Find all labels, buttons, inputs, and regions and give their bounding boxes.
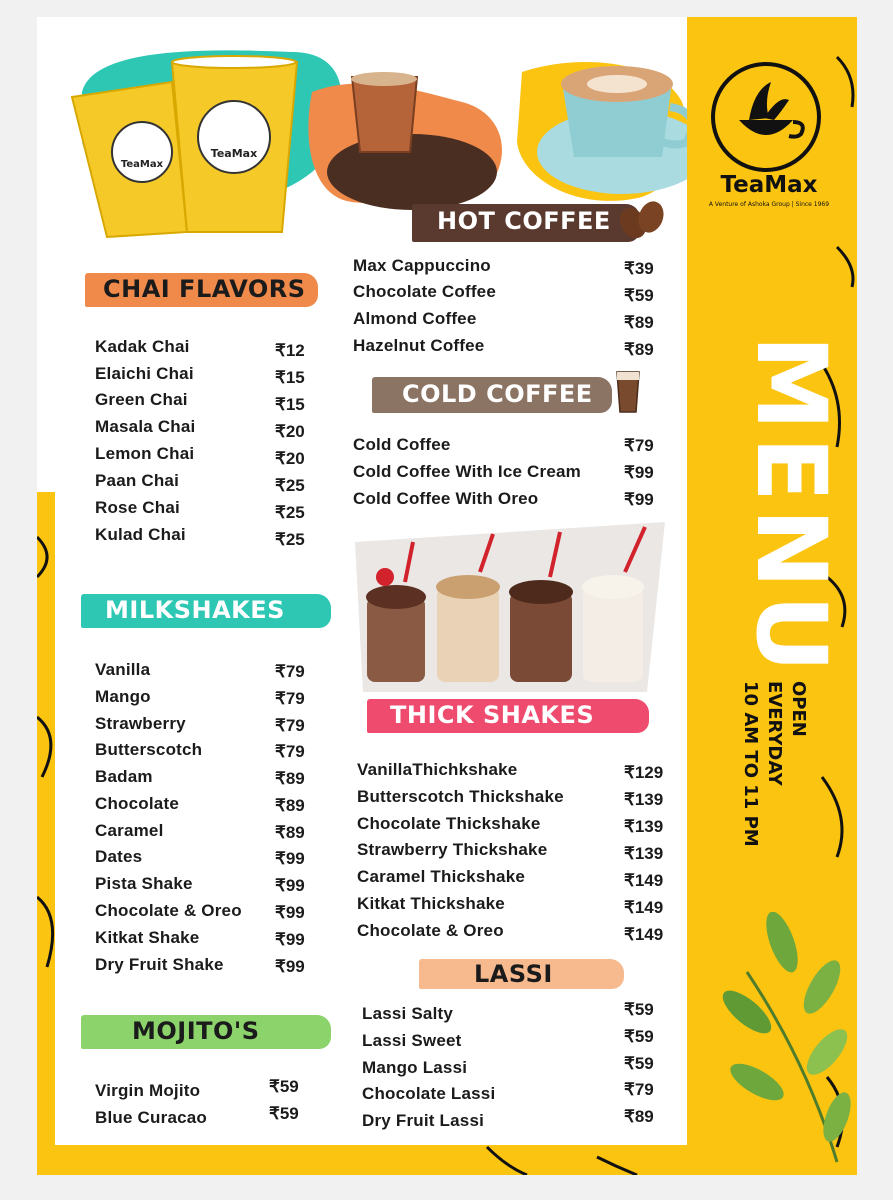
milkshake-item-name: Chocolate — [95, 794, 179, 813]
menu-poster — [37, 17, 857, 1175]
mojito-item-name: Blue Curacao — [95, 1108, 207, 1127]
mojito-item-name: Virgin Mojito — [95, 1081, 201, 1100]
hours-line-1: OPEN — [788, 681, 809, 737]
thick-shake-item-name: VanillaThichkshake — [357, 760, 518, 779]
thick-shake-item-price: ₹149 — [624, 898, 664, 917]
cold-coffee-title: COLD COFFEE — [402, 380, 593, 408]
hot-coffee-item-name: Hazelnut Coffee — [353, 336, 485, 355]
lassi-item-name: Mango Lassi — [362, 1058, 468, 1077]
chai-item-price: ₹25 — [275, 503, 305, 522]
chai-item-name: Lemon Chai — [95, 444, 195, 463]
thick-shake-item-price: ₹149 — [624, 871, 664, 890]
chai-item-name: Paan Chai — [95, 471, 179, 490]
milkshake-item-price: ₹99 — [275, 930, 305, 949]
hot-coffee-item-price: ₹59 — [624, 286, 654, 305]
milkshake-item-name: Kitkat Shake — [95, 928, 200, 947]
chai-item-price: ₹25 — [275, 530, 305, 549]
menu-title-text: MENU — [735, 335, 847, 679]
cold-coffee-item-price: ₹79 — [624, 436, 654, 455]
milkshake-item-price: ₹99 — [275, 876, 305, 895]
chai-item-name: Masala Chai — [95, 417, 196, 436]
mojito-item-price: ₹59 — [269, 1104, 299, 1123]
milkshake-item-name: Butterscotch — [95, 740, 203, 759]
menu-title — [712, 335, 852, 705]
hours-line-2: EVERYDAY — [764, 681, 785, 786]
lassi-item-name: Chocolate Lassi — [362, 1084, 496, 1103]
brand-name: TeaMax — [720, 172, 818, 198]
lassi-item-price: ₹59 — [624, 1027, 654, 1046]
milkshake-item-price: ₹79 — [275, 716, 305, 735]
milkshake-item-name: Chocolate & Oreo — [95, 901, 242, 920]
milkshake-item-name: Vanilla — [95, 660, 151, 679]
chai-item-name: Kulad Chai — [95, 525, 186, 544]
milkshake-item-name: Mango — [95, 687, 151, 706]
chai-item-name: Elaichi Chai — [95, 364, 194, 383]
hot-coffee-title: HOT COFFEE — [437, 207, 611, 235]
lassi-item-price: ₹89 — [624, 1107, 654, 1126]
hours-line-3: 10 AM TO 11 PM — [740, 681, 761, 847]
cold-coffee-item-name: Cold Coffee With Oreo — [353, 489, 539, 508]
milkshake-item-price: ₹79 — [275, 662, 305, 681]
cold-coffee-item-price: ₹99 — [624, 490, 654, 509]
lassi-item-price: ₹79 — [624, 1080, 654, 1099]
lassi-item-name: Lassi Sweet — [362, 1031, 462, 1050]
milkshake-item-name: Pista Shake — [95, 874, 193, 893]
hot-coffee-item-name: Max Cappuccino — [353, 256, 491, 275]
chai-item-price: ₹20 — [275, 449, 305, 468]
thick-shake-item-name: Chocolate Thickshake — [357, 814, 541, 833]
chai-item-name: Rose Chai — [95, 498, 180, 517]
cold-coffee-item-price: ₹99 — [624, 463, 654, 482]
thick-shake-item-price: ₹149 — [624, 925, 664, 944]
cup-logo-text-1: TeaMax — [120, 159, 164, 170]
hot-coffee-item-name: Almond Coffee — [353, 309, 477, 328]
thick-shake-item-price: ₹139 — [624, 790, 664, 809]
milkshake-item-price: ₹99 — [275, 849, 305, 868]
milkshakes-photo — [355, 522, 665, 692]
milkshake-item-price: ₹99 — [275, 957, 305, 976]
thick-shake-item-name: Strawberry Thickshake — [357, 840, 548, 859]
thick-shake-item-name: Chocolate & Oreo — [357, 921, 504, 940]
chai-item-price: ₹20 — [275, 422, 305, 441]
coffee-beans-icon — [615, 197, 670, 242]
thick-shake-item-name: Butterscotch Thickshake — [357, 787, 564, 806]
thick-shakes-title: THICK SHAKES — [390, 701, 595, 729]
mojito-title: MOJITO'S — [132, 1017, 260, 1045]
brand-tagline: A Venture of Ashoka Group | Since 1969 — [708, 201, 830, 208]
teamax-logo-icon — [709, 60, 824, 175]
iced-coffee-glass-icon — [607, 367, 647, 417]
milkshake-item-name: Caramel — [95, 821, 164, 840]
hot-coffee-item-price: ₹89 — [624, 340, 654, 359]
leaf-decoration-icon — [687, 912, 857, 1172]
milkshakes-title: MILKSHAKES — [105, 596, 285, 624]
milkshake-item-name: Dry Fruit Shake — [95, 955, 224, 974]
chai-item-price: ₹15 — [275, 395, 305, 414]
chai-item-name: Kadak Chai — [95, 337, 190, 356]
thick-shake-item-price: ₹139 — [624, 844, 664, 863]
thick-shake-item-price: ₹129 — [624, 763, 664, 782]
hot-coffee-item-price: ₹89 — [624, 313, 654, 332]
milkshake-item-price: ₹89 — [275, 796, 305, 815]
hot-coffee-item-name: Chocolate Coffee — [353, 282, 496, 301]
thick-shake-item-name: Kitkat Thickshake — [357, 894, 505, 913]
cold-coffee-item-name: Cold Coffee — [353, 435, 451, 454]
cold-coffee-item-name: Cold Coffee With Ice Cream — [353, 462, 581, 481]
milkshake-item-price: ₹79 — [275, 742, 305, 761]
chai-title: CHAI FLAVORS — [103, 275, 306, 303]
lassi-item-name: Dry Fruit Lassi — [362, 1111, 485, 1130]
milkshake-item-price: ₹99 — [275, 903, 305, 922]
milkshake-item-price: ₹89 — [275, 769, 305, 788]
milkshake-item-price: ₹79 — [275, 689, 305, 708]
milkshake-item-name: Dates — [95, 847, 143, 866]
milkshake-item-price: ₹89 — [275, 823, 305, 842]
milkshake-item-name: Strawberry — [95, 714, 186, 733]
lassi-item-price: ₹59 — [624, 1000, 654, 1019]
mojito-item-price: ₹59 — [269, 1077, 299, 1096]
lassi-item-price: ₹59 — [624, 1054, 654, 1073]
lassi-item-name: Lassi Salty — [362, 1004, 454, 1023]
thick-shake-item-name: Caramel Thickshake — [357, 867, 526, 886]
hot-coffee-item-price: ₹39 — [624, 259, 654, 278]
thick-shake-item-price: ₹139 — [624, 817, 664, 836]
milkshake-item-name: Badam — [95, 767, 153, 786]
chai-item-price: ₹12 — [275, 341, 305, 360]
chai-item-price: ₹15 — [275, 368, 305, 387]
cup-logo-text-2: TeaMax — [210, 147, 258, 160]
chai-item-price: ₹25 — [275, 476, 305, 495]
chai-item-name: Green Chai — [95, 390, 188, 409]
lassi-title: LASSI — [474, 960, 553, 988]
